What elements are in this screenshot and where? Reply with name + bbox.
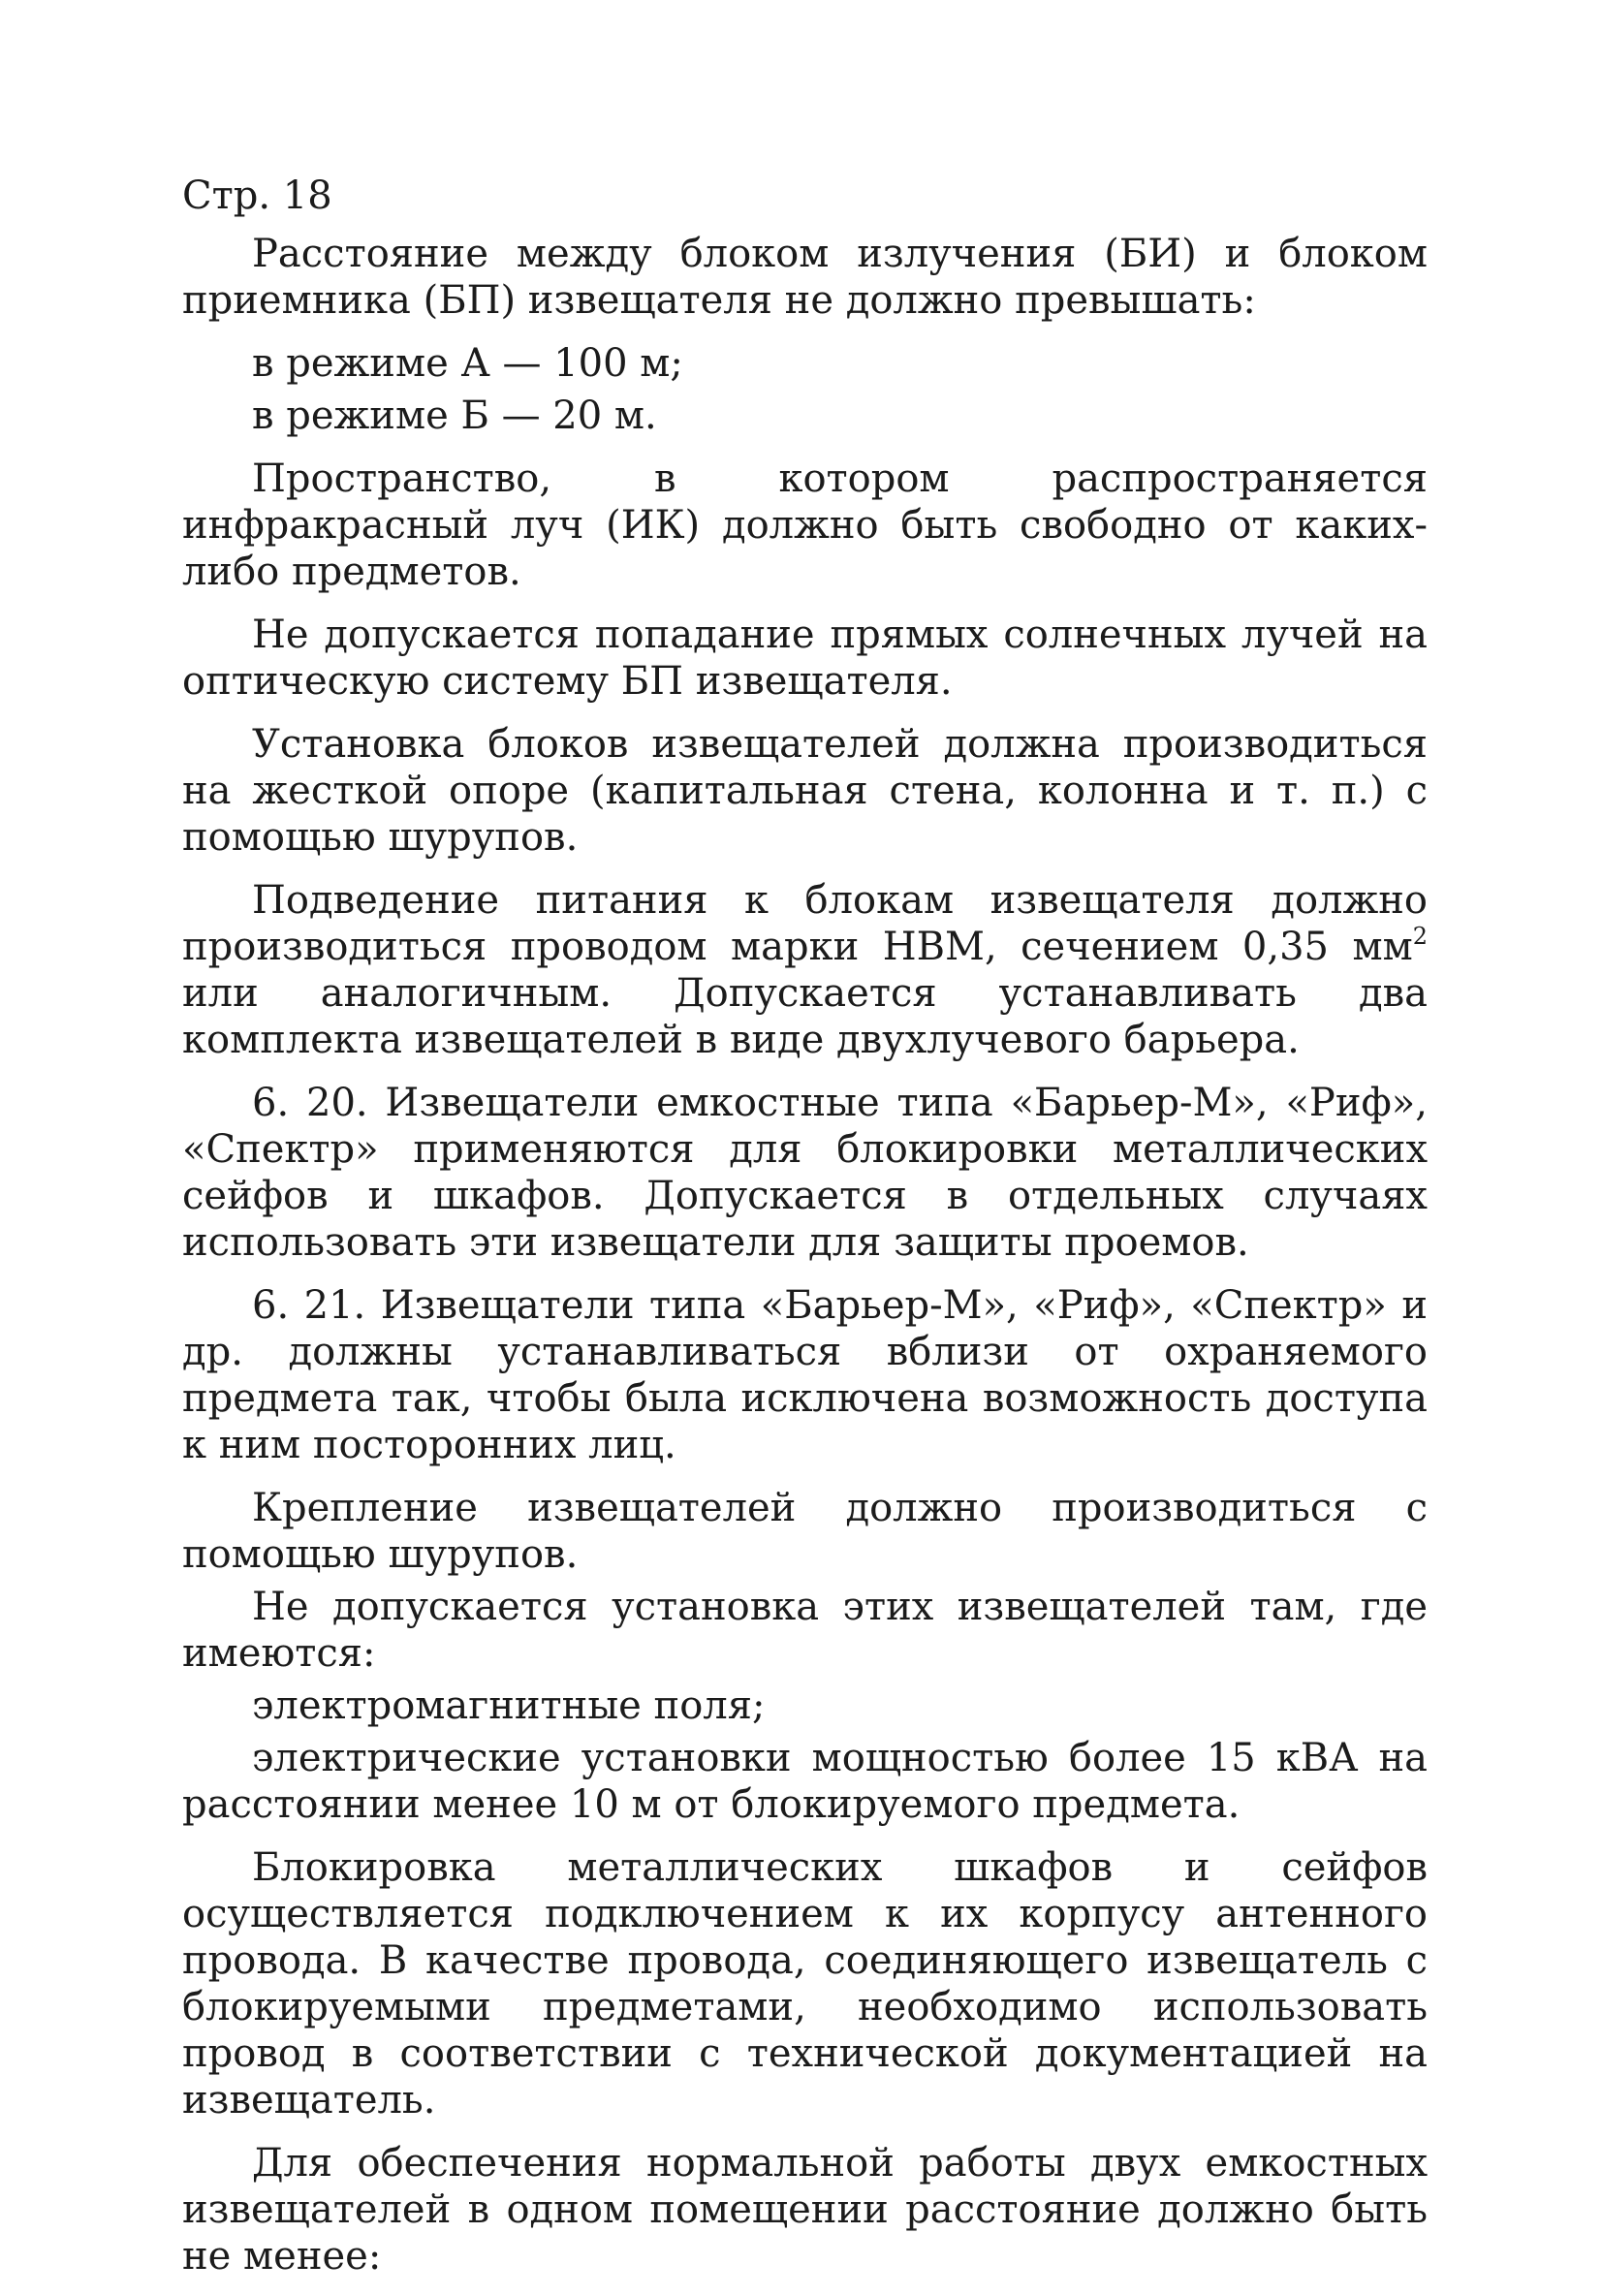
paragraph-ir-space: Пространство, в котором распространяется инфракрасный луч (ИК) должно быть свободно от каких-либо предметов.: [182, 456, 1428, 594]
paragraph-em-fields: электромагнитные поля;: [252, 1683, 766, 1728]
paragraph-electrical-installations: электрические установки мощностью более 15 кВА на расстоянии менее 10 м от блокируемого предмета.: [182, 1736, 1428, 1827]
paragraph-not-allowed: Не допускается установка этих извещателей там, где имеются:: [182, 1585, 1428, 1676]
power-supply-text-2: или аналогичным. Допускается устанавливать два комплекта извещателей в виде двухлучевого барьера.: [182, 971, 1428, 1062]
paragraph-blocking: Блокировка металлических шкафов и сейфов осуществляется подключением к их корпусу антенного провода. В качестве провода, соединяющего извещатель с блокируемыми предметами, необходимо использовать провод в соответствии с технической документацией на извещатель.: [182, 1845, 1428, 2123]
document-page: [182, 173, 1428, 2296]
paragraph-mode-a: в режиме А — 100 м;: [252, 341, 683, 386]
paragraph-distance: Расстояние между блоком излучения (БИ) и блоком приемника (БП) извещателя не должно превышать:: [182, 232, 1428, 323]
paragraph-6-21: 6. 21. Извещатели типа «Барьер-М», «Риф», «Спектр» и др. должны устанавливаться вблизи от охраняемого предмета так, чтобы была исключена возможность доступа к ним посторонних лиц.: [182, 1283, 1428, 1467]
paragraph-mounting: Установка блоков извещателей должна производиться на жесткой опоре (капитальная стена, колонна и т. п.) с помощью шурупов.: [182, 722, 1428, 860]
power-supply-text-1: Подведение питания к блокам извещателя должно производиться проводом марки НВМ, сечением 0,35 мм: [182, 878, 1428, 969]
paragraph-sunlight: Не допускается попадание прямых солнечных лучей на оптическую систему БП извещателя.: [182, 613, 1428, 704]
page-header: Стр. 18: [182, 173, 332, 218]
paragraph-mode-b: в режиме Б — 20 м.: [252, 393, 657, 438]
superscript-two: 2: [1412, 923, 1428, 950]
paragraph-fastening: Крепление извещателей должно производиться с помощью шурупов.: [182, 1486, 1428, 1577]
paragraph-normal-operation: Для обеспечения нормальной работы двух емкостных извещателей в одном помещении расстояние должно быть не менее:: [182, 2141, 1428, 2279]
paragraph-power-supply: [182, 877, 1428, 1063]
paragraph-6-20: 6. 20. Извещатели емкостные типа «Барьер-М», «Риф», «Спектр» применяются для блокировки металлических сейфов и шкафов. Допускается в отдельных случаях использовать эти извещатели для защиты проемов.: [182, 1081, 1428, 1265]
